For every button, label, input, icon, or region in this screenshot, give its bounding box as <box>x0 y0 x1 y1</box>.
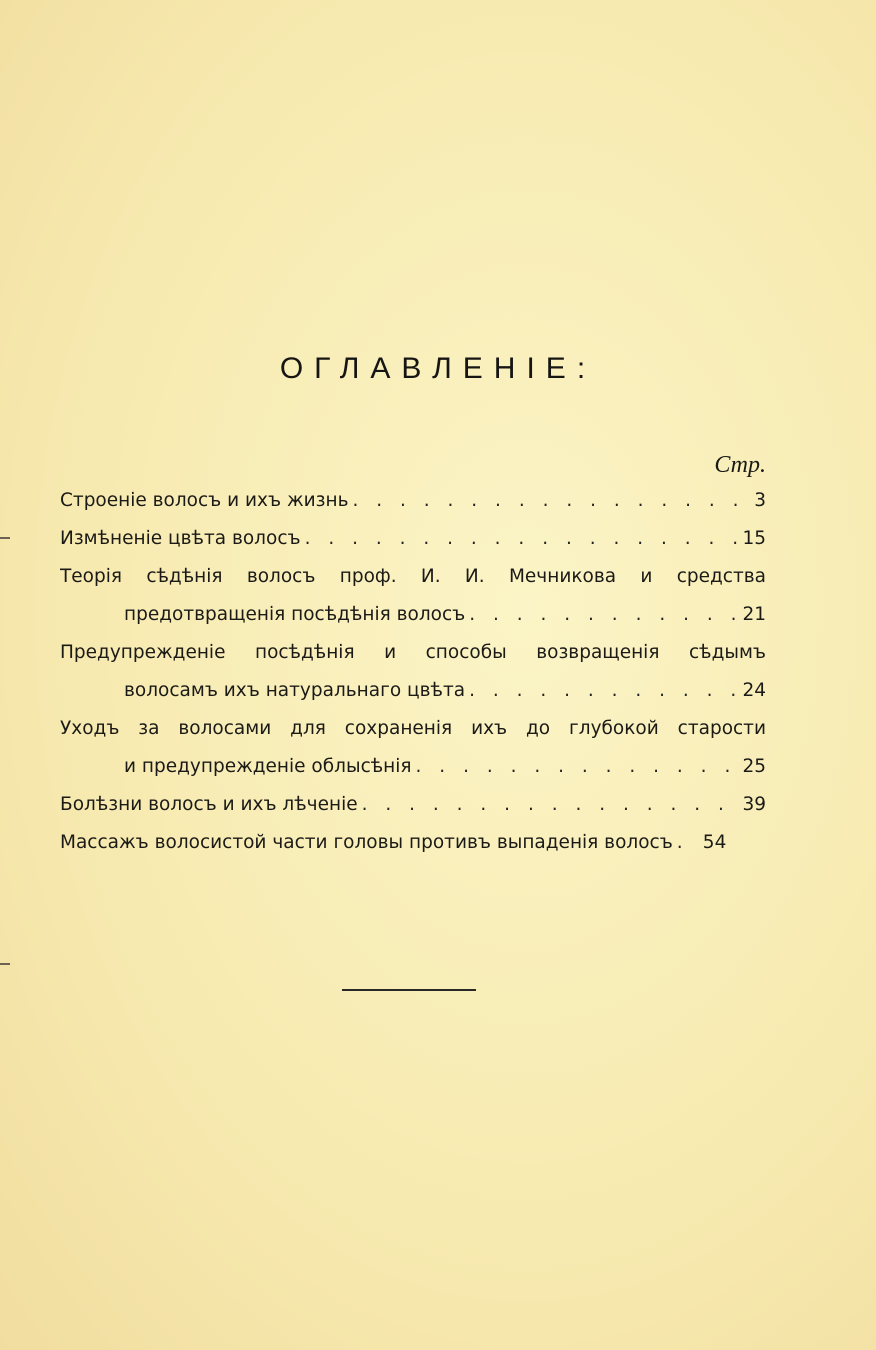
toc-entry <box>60 634 766 710</box>
toc-entry-title: Измѣненіе цвѣта волосъ <box>60 528 301 549</box>
toc-entry <box>60 710 766 786</box>
toc-page-number: 39 <box>742 794 766 815</box>
toc-page-number: 54 <box>702 832 727 853</box>
toc-page-number: 25 <box>742 756 766 777</box>
toc-entry <box>60 786 766 824</box>
toc-entry-title-line2: и предупрежденіе облысѣнія <box>124 756 412 777</box>
dot-leader <box>469 672 738 710</box>
toc-line <box>60 482 766 520</box>
dot-leader <box>362 786 739 824</box>
table-of-contents <box>60 482 766 862</box>
toc-line <box>60 672 766 710</box>
dot-leader <box>352 482 742 520</box>
toc-entry-title-line1: Теорія сѣдѣнія волосъ проф. И. И. Мечникова и средства <box>60 566 766 587</box>
toc-entry-title-line2: волосамъ ихъ натуральнаго цвѣта <box>124 680 466 701</box>
dot-leader <box>677 824 699 862</box>
toc-entry-title-line2: предотвращенія посѣдѣнія волосъ <box>124 604 466 625</box>
toc-entry-title-line1: Предупрежденіе посѣдѣнія и способы возвращенія сѣдымъ <box>60 642 766 663</box>
page-edge-mark <box>0 537 10 539</box>
toc-entry <box>60 558 766 634</box>
toc-line <box>60 786 766 824</box>
page-edge-mark <box>0 963 10 965</box>
toc-entry-title-line1: Уходъ за волосами для сохраненія ихъ до глубокой старости <box>60 718 766 739</box>
toc-page-number: 21 <box>742 604 766 625</box>
separator-rule <box>342 989 476 991</box>
dot-leader <box>416 748 739 786</box>
toc-entry <box>60 520 766 558</box>
toc-entry-title: Строеніе волосъ и ихъ жизнь <box>60 490 349 511</box>
toc-entry <box>60 482 766 520</box>
dot-leader <box>305 520 739 558</box>
toc-page-number: 3 <box>754 490 766 511</box>
toc-line <box>60 748 766 786</box>
toc-entry-title: Болѣзни волосъ и ихъ лѣченіе <box>60 794 358 815</box>
page-column-label: Стр. <box>714 452 766 478</box>
toc-line <box>60 596 766 634</box>
toc-entry <box>60 824 766 862</box>
page-title: ОГЛАВЛЕНIЕ: <box>279 352 597 385</box>
toc-page-number: 15 <box>742 528 766 549</box>
toc-line <box>60 520 766 558</box>
toc-line <box>60 824 766 862</box>
dot-leader <box>469 596 738 634</box>
toc-entry-title: Массажъ волосистой части головы противъ выпаденія волосъ <box>60 832 673 853</box>
toc-page-number: 24 <box>742 680 766 701</box>
